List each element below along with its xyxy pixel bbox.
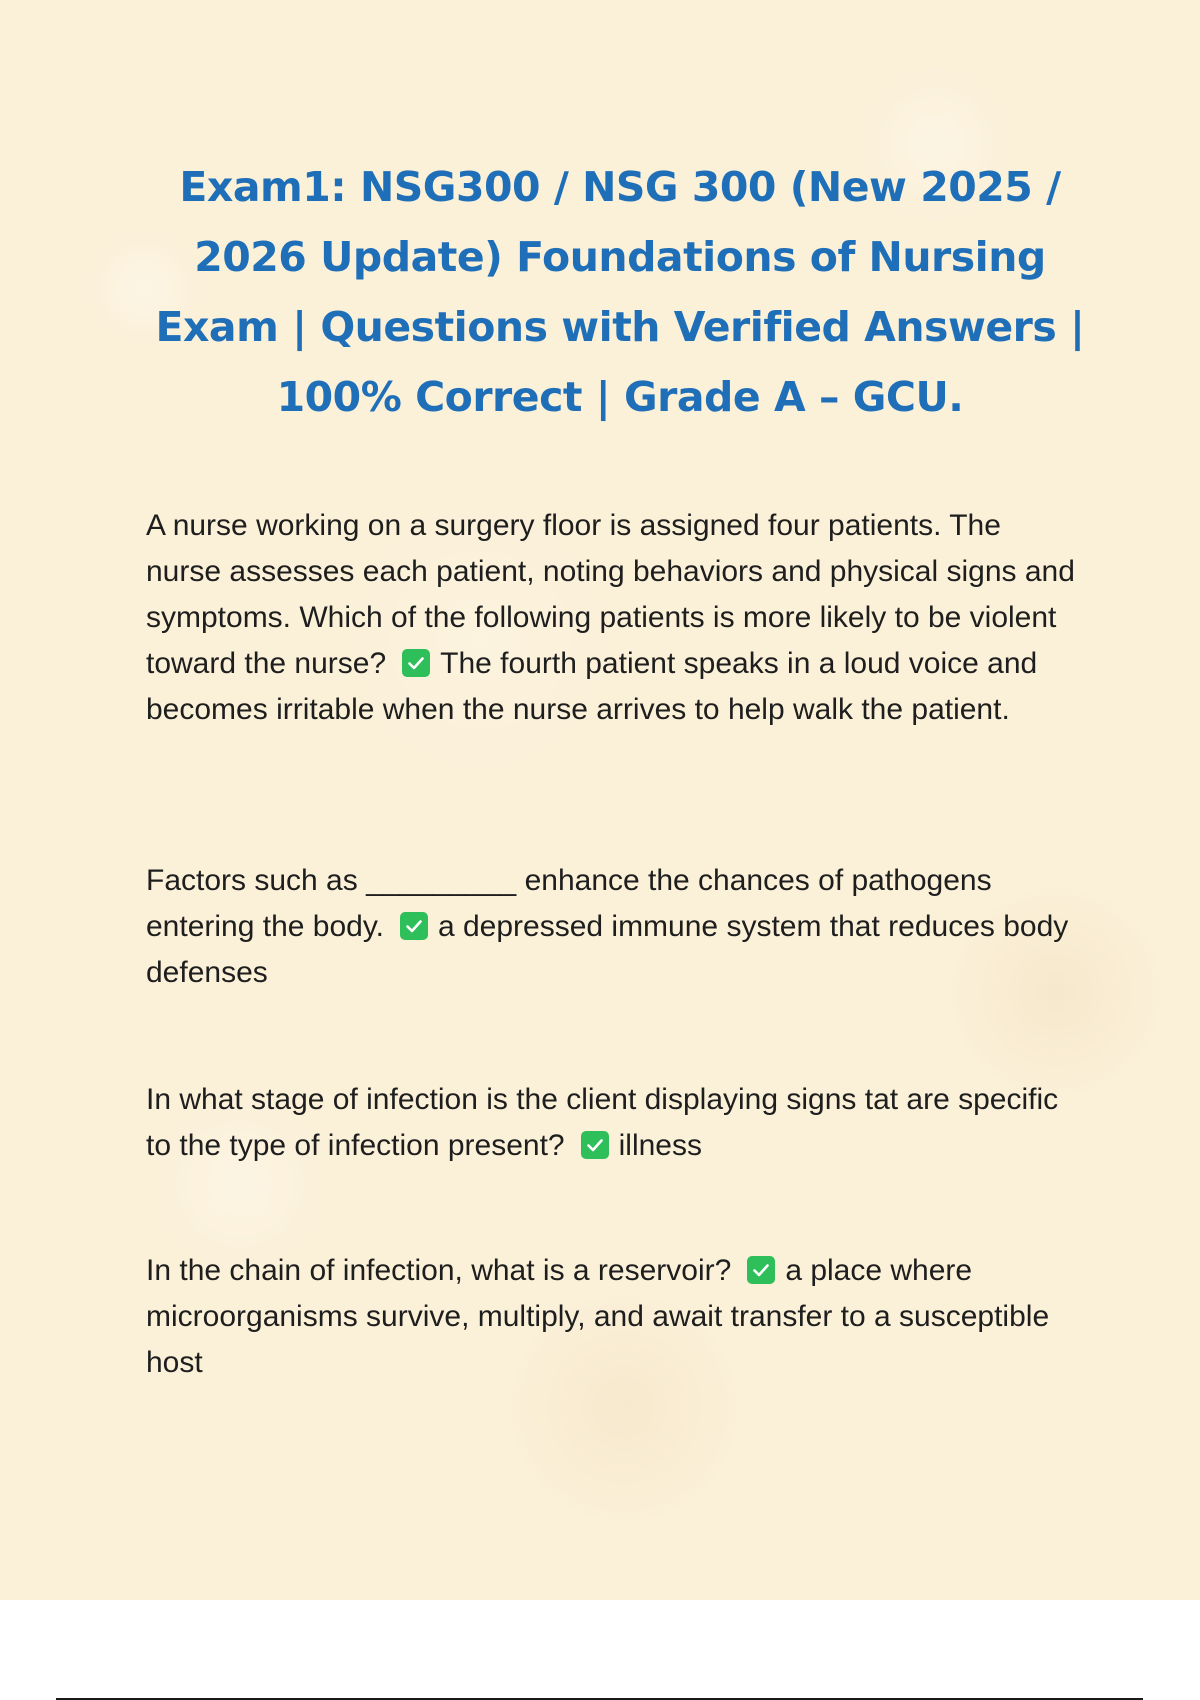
qa-item: [146, 503, 1076, 733]
answer-text: a depressed immune system that reduces body defenses: [146, 910, 1069, 989]
document-title: Exam1: NSG300 / NSG 300 (New 2025 / 2026 Update) Foundations of Nursing Exam | Questions with Verified Answers | 100% Correct | Grade A – GCU.: [155, 163, 1085, 421]
answer-text: illness: [618, 1129, 702, 1162]
answer-text: The fourth patient speaks in a loud voice and becomes irritable when the nurse arrives to help walk the patient.: [146, 647, 1038, 726]
qa-item: [146, 1248, 1076, 1386]
check-mark-icon: [581, 1131, 609, 1159]
qa-item: [146, 858, 1076, 996]
question-text: In what stage of infection is the client displaying signs tat are specific to the type of infection present?: [146, 1083, 1059, 1162]
answer-text: a place where microorganisms survive, multiply, and await transfer to a susceptible host: [146, 1254, 1050, 1379]
check-mark-icon: [400, 912, 428, 940]
question-text: A nurse working on a surgery floor is assigned four patients. The nurse assesses each patient, noting behaviors and physical signs and symptoms. Which of the following patients is more likely to be violent toward the nurse?: [146, 509, 1075, 680]
check-mark-icon: [402, 649, 430, 677]
check-mark-icon: [747, 1256, 775, 1284]
question-text: In the chain of infection, what is a reservoir?: [146, 1254, 732, 1287]
question-text: Factors such as _________ enhance the chances of pathogens entering the body.: [146, 864, 992, 943]
qa-item: [146, 1077, 1076, 1169]
